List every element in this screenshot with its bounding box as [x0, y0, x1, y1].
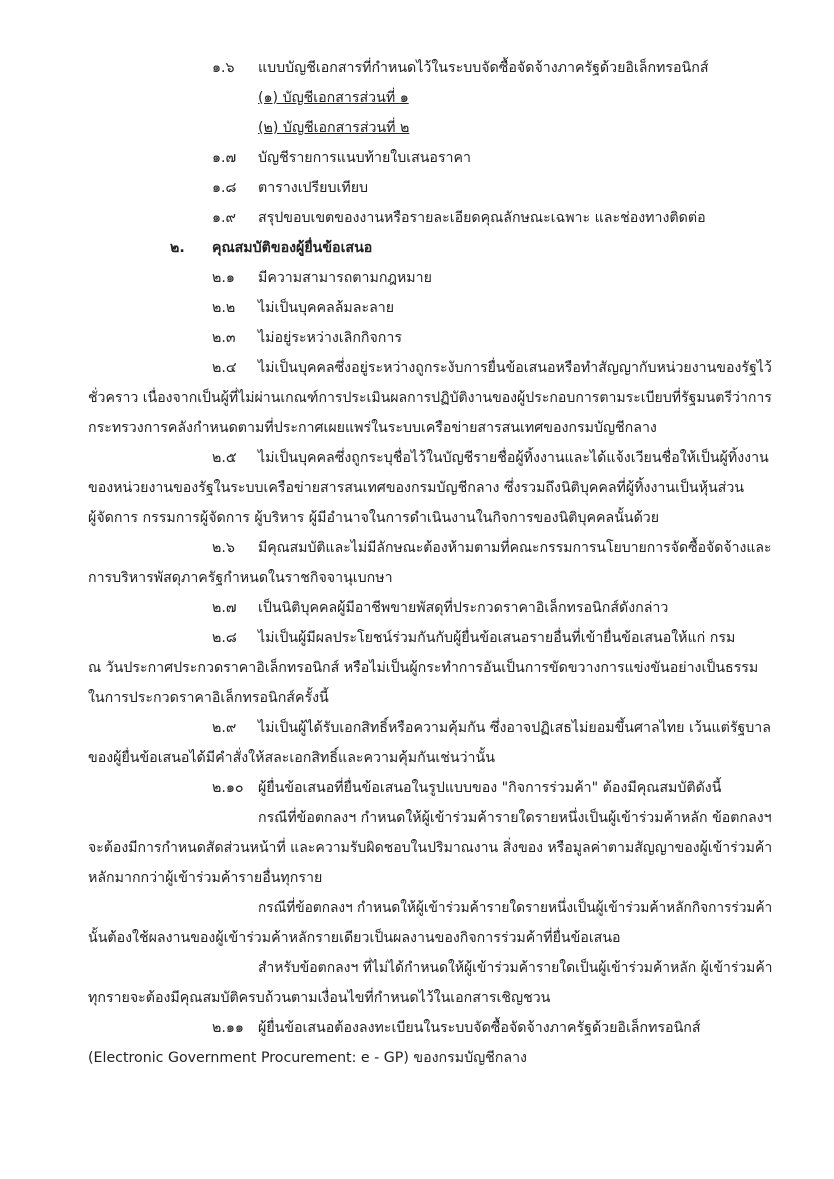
item-number: ๑.๙ — [212, 210, 236, 226]
item-text-line: ไม่เป็นผู้ได้รับเอกสิทธิ์หรือความคุ้มกัน ซึ่งอาจปฏิเสธไม่ยอมขึ้นศาลไทย เว้นแต่รัฐบาล — [258, 720, 771, 736]
item-text-line: ของผู้ยื่นข้อเสนอได้มีคำสั่งให้สละเอกสิทธิ์และความคุ้มกันเช่นว่านั้น — [88, 750, 495, 766]
item-number: ๒.๑ — [212, 270, 235, 286]
item-number: ๒.๕ — [212, 450, 237, 466]
item-text-line: ไม่เป็นบุคคลซึ่งถูกระบุชื่อไว้ในบัญชีรายชื่อผู้ทิ้งงานและได้แจ้งเวียนชื่อให้เป็นผู้ทิ้งงาน — [258, 450, 769, 466]
item-number: ๒.๘ — [212, 630, 237, 646]
item-text-line: ณ วันประกาศประกวดราคาอิเล็กทรอนิกส์ หรือไม่เป็นผู้กระทำการอันเป็นการขัดขวางการแข่งขันอย่างเป็นธรรม — [88, 660, 759, 676]
item-number: ๒.๗ — [212, 600, 237, 616]
item-number: ๒.๒ — [212, 300, 236, 316]
document-list-part-2-link[interactable]: (๒) บัญชีเอกสารส่วนที่ ๒ — [258, 120, 410, 136]
item-text-line: มีคุณสมบัติและไม่มีลักษณะต้องห้ามตามที่คณะกรรมการนโยบายการจัดซื้อจัดจ้างและ — [258, 540, 772, 556]
item-text-line: นั้นต้องใช้ผลงานของผู้เข้าร่วมค้าหลักรายเดียวเป็นผลงานของกิจการร่วมค้าที่ยื่นข้อเสนอ — [88, 930, 621, 946]
item-text-line: ไม่เป็นบุคคลซึ่งอยู่ระหว่างถูกระงับการยื่นข้อเสนอหรือทำสัญญากับหน่วยงานของรัฐไว้ — [258, 360, 772, 376]
item-text-line: กรณีที่ข้อตกลงฯ กำหนดให้ผู้เข้าร่วมค้ารายใดรายหนึ่งเป็นผู้เข้าร่วมค้าหลัก ข้อตกลงฯ — [258, 810, 772, 826]
item-text-line: ในการประกวดราคาอิเล็กทรอนิกส์ครั้งนี้ — [88, 690, 329, 706]
item-text-line: หลักมากกว่าผู้เข้าร่วมค้ารายอื่นทุกราย — [88, 870, 323, 886]
item-number: ๒.๑๐ — [212, 780, 244, 796]
item-text-line: ชั่วคราว เนื่องจากเป็นผู้ที่ไม่ผ่านเกณฑ์การประเมินผลการปฏิบัติงานของผู้ประกอบการตามระเบียบที่รัฐมนตรีว่าการ — [88, 390, 772, 406]
item-text: ตารางเปรียบเทียบ — [258, 180, 369, 196]
item-text: บัญชีรายการแนบท้ายใบเสนอราคา — [258, 150, 471, 166]
item-number: ๒.๔ — [212, 360, 237, 376]
item-text-line: กรณีที่ข้อตกลงฯ กำหนดให้ผู้เข้าร่วมค้ารายใดรายหนึ่งเป็นผู้เข้าร่วมค้าหลักกิจการร่วมค้า — [258, 900, 773, 916]
item-number: ๑.๘ — [212, 180, 237, 196]
item-number: ๑.๖ — [212, 60, 235, 76]
item-text-line: จะต้องมีการกำหนดสัดส่วนหน้าที่ และความรับผิดชอบในปริมาณงาน สิ่งของ หรือมูลค่าตามสัญญาของผู้เข้าร่วมค้า — [88, 840, 773, 856]
document-list-part-1-link[interactable]: (๑) บัญชีเอกสารส่วนที่ ๑ — [258, 90, 409, 106]
item-number: ๒.๓ — [212, 330, 236, 346]
item-text: มีความสามารถตามกฎหมาย — [258, 270, 432, 286]
item-text: แบบบัญชีเอกสารที่กำหนดไว้ในระบบจัดซื้อจัดจ้างภาครัฐด้วยอิเล็กทรอนิกส์ — [258, 60, 709, 76]
item-text-line: ทุกรายจะต้องมีคุณสมบัติครบถ้วนตามเงื่อนไขที่กำหนดไว้ในเอกสารเชิญชวน — [88, 990, 551, 1006]
item-text: สรุปขอบเขตของงานหรือรายละเอียดคุณลักษณะเฉพาะ และช่องทางติดต่อ — [258, 210, 706, 226]
item-number: ๒.๖ — [212, 540, 235, 556]
item-text-line: ผู้ยื่นข้อเสนอต้องลงทะเบียนในระบบจัดซื้อจัดจ้างภาครัฐด้วยอิเล็กทรอนิกส์ — [258, 1020, 701, 1036]
item-text: ไม่เป็นบุคคลล้มละลาย — [258, 300, 395, 316]
item-text-line: การบริหารพัสดุภาครัฐกำหนดในราชกิจจานุเบกษา — [88, 570, 393, 586]
item-number: ๒.๑๑ — [212, 1020, 244, 1036]
item-text-line: กระทรวงการคลังกำหนดตามที่ประกาศเผยแพร่ในระบบเครือข่ายสารสนเทศของกรมบัญชีกลาง — [88, 420, 657, 436]
item-text: เป็นนิติบุคคลผู้มีอาชีพขายพัสดุที่ประกวดราคาอิเล็กทรอนิกส์ดังกล่าว — [258, 600, 669, 616]
item-text-line: ของหน่วยงานของรัฐในระบบเครือข่ายสารสนเทศของกรมบัญชีกลาง ซึ่งรวมถึงนิติบุคคลที่ผู้ทิ้งงานเป็นหุ้นส่วน — [88, 480, 745, 496]
item-text-line: (Electronic Government Procurement: e - GP) ของกรมบัญชีกลาง — [88, 1050, 527, 1066]
section-number: ๒. — [170, 240, 185, 256]
item-text: ไม่อยู่ระหว่างเลิกกิจการ — [258, 330, 402, 346]
item-text-line: ผู้จัดการ กรรมการผู้จัดการ ผู้บริหาร ผู้มีอำนาจในการดำเนินงานในกิจการของนิติบุคคลนั้นด้วย — [88, 510, 660, 526]
item-number: ๒.๙ — [212, 720, 237, 736]
item-text-line: ผู้ยื่นข้อเสนอที่ยื่นข้อเสนอในรูปแบบของ "กิจการร่วมค้า" ต้องมีคุณสมบัติดังนี้ — [258, 780, 722, 796]
item-number: ๑.๗ — [212, 150, 237, 166]
item-text-line: ไม่เป็นผู้มีผลประโยชน์ร่วมกันกับผู้ยื่นข้อเสนอรายอื่นที่เข้ายื่นข้อเสนอให้แก่ กรม — [258, 630, 736, 646]
item-text-line: สำหรับข้อตกลงฯ ที่ไม่ได้กำหนดให้ผู้เข้าร่วมค้ารายใดเป็นผู้เข้าร่วมค้าหลัก ผู้เข้าร่วมค้า — [258, 960, 773, 976]
section-title: คุณสมบัติของผู้ยื่นข้อเสนอ — [212, 240, 373, 256]
